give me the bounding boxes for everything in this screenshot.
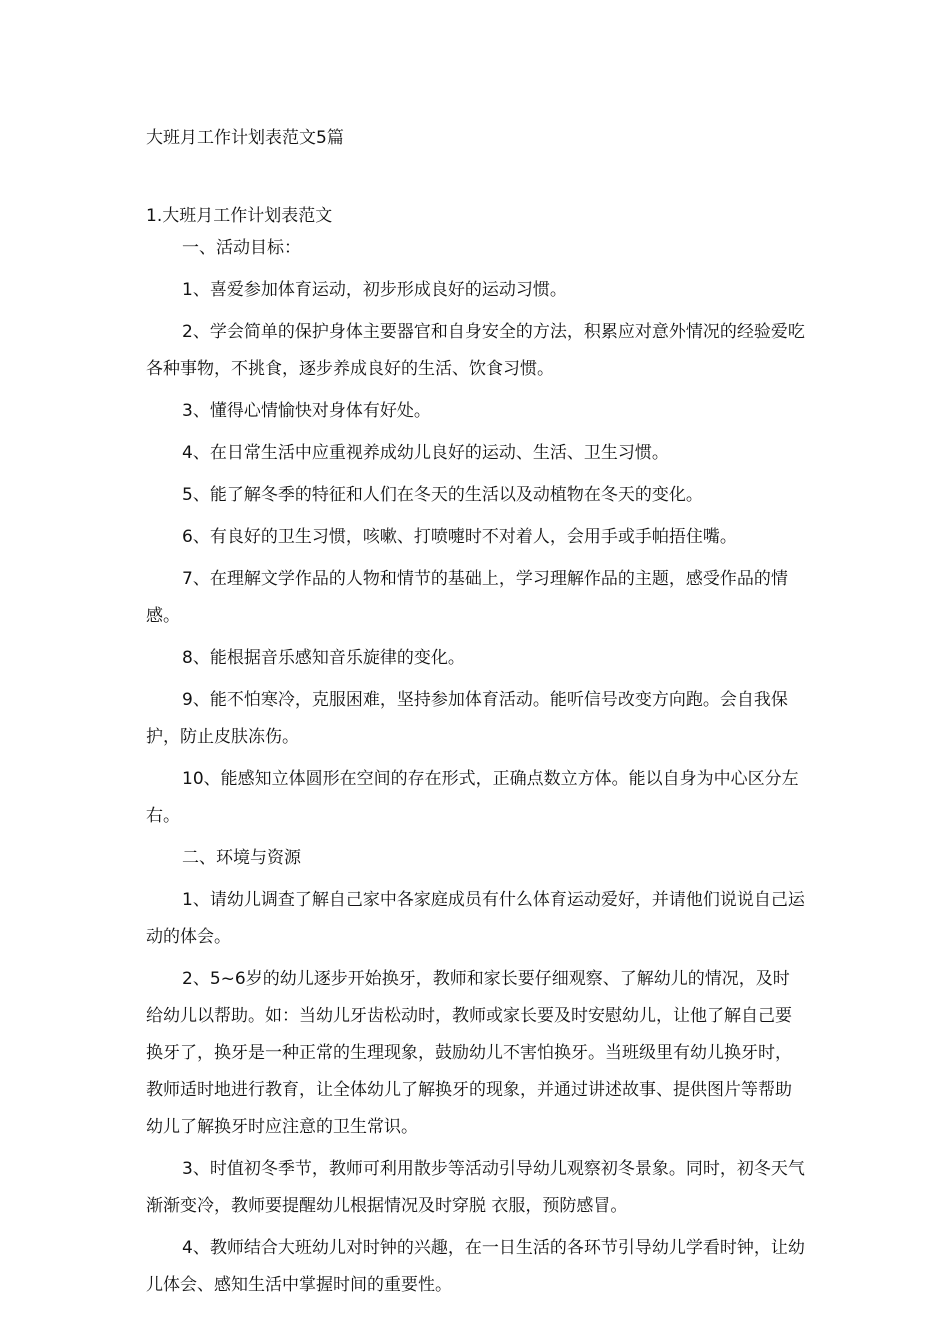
paragraph: 3、懂得心情愉快对身体有好处。 — [182, 401, 431, 421]
paragraph: 3、时值初冬季节，教师可利用散步等活动引导幼儿观察初冬景象。同时，初冬天气渐渐变冷，教师要提醒幼儿根据情况及时穿脱 衣服，预防感冒。 — [146, 1159, 805, 1216]
document-title: 大班月工作计划表范文5篇 — [146, 128, 344, 148]
paragraph: 1、请幼儿调查了解自己家中各家庭成员有什么体育运动爱好，并请他们说说自己运动的体会。 — [146, 890, 805, 947]
paragraph: 4、在日常生活中应重视养成幼儿良好的运动、生活、卫生习惯。 — [182, 443, 669, 463]
paragraph: 1、喜爱参加体育运动，初步形成良好的运动习惯。 — [182, 280, 567, 300]
paragraph: 7、在理解文学作品的人物和情节的基础上，学习理解作品的主题，感受作品的情感。 — [146, 569, 788, 626]
paragraph: 5、能了解冬季的特征和人们在冬天的生活以及动植物在冬天的变化。 — [182, 485, 703, 505]
paragraph: 6、有良好的卫生习惯，咳嗽、打喷嚏时不对着人，会用手或手帕捂住嘴。 — [182, 527, 737, 547]
paragraph: 4、教师结合大班幼儿对时钟的兴趣，在一日生活的各环节引导幼儿学看时钟，让幼儿体会、感知生活中掌握时间的重要性。 — [146, 1238, 805, 1295]
document-body — [146, 230, 806, 1304]
paragraph: 2、学会简单的保护身体主要器官和自身安全的方法，积累应对意外情况的经验爱吃各种事物，不挑食，逐步养成良好的生活、饮食习惯。 — [146, 322, 805, 379]
heading-environment-resources: 二、环境与资源 — [182, 848, 301, 868]
section-title: 1.大班月工作计划表范文 — [146, 206, 333, 226]
paragraph: 8、能根据音乐感知音乐旋律的变化。 — [182, 648, 465, 668]
paragraph: 9、能不怕寒冷，克服困难，坚持参加体育活动。能听信号改变方向跑。会自我保护，防止皮肤冻伤。 — [146, 690, 788, 747]
paragraph: 10、能感知立体圆形在空间的存在形式，正确点数立方体。能以自身为中心区分左右。 — [146, 769, 799, 826]
heading-activity-goals: 一、活动目标： — [182, 238, 301, 258]
paragraph: 2、5~6岁的幼儿逐步开始换牙，教师和家长要仔细观察、了解幼儿的情况，及时给幼儿以帮助。如：当幼儿牙齿松动时，教师或家长要及时安慰幼儿，让他了解自己要换牙了，换牙是一种正常的生理现象，鼓励幼儿不害怕换牙。当班级里有幼儿换牙时，教师适时地进行教育，让全体幼儿了解换牙的现象，并通过讲述故事、提供图片等帮助幼儿了解换牙时应注意的卫生常识。 — [146, 969, 792, 1137]
